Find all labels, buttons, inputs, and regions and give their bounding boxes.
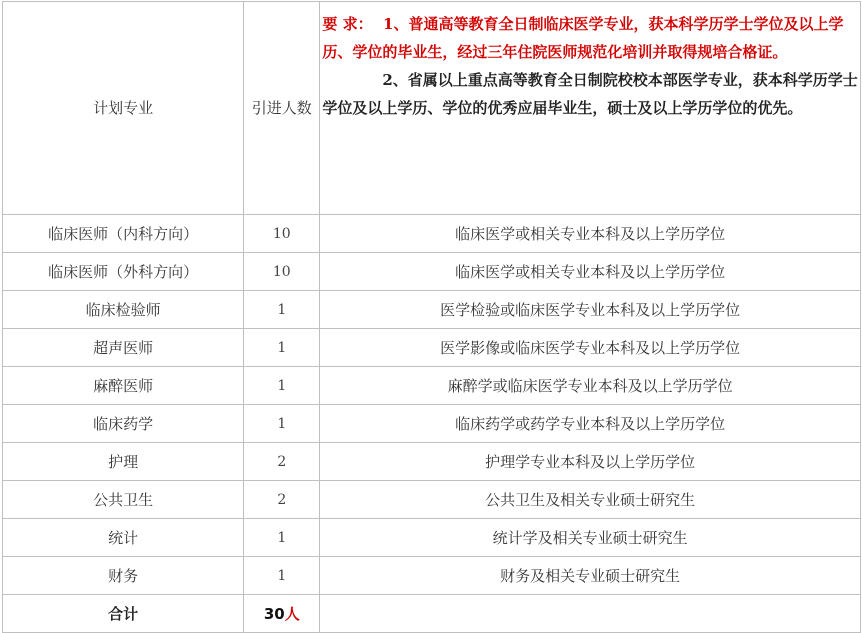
row-major: 超声医师 xyxy=(3,329,244,367)
row-major: 临床医师（内科方向） xyxy=(3,215,244,253)
table-row xyxy=(3,443,861,481)
row-count: 1 xyxy=(244,367,320,405)
total-row xyxy=(3,595,861,633)
recruitment-table xyxy=(2,1,861,633)
total-unit: 人 xyxy=(284,604,300,623)
header-major xyxy=(3,2,244,215)
requirements-label: 要 求： xyxy=(322,15,373,33)
row-count: 2 xyxy=(244,481,320,519)
row-count: 1 xyxy=(244,329,320,367)
row-count: 2 xyxy=(244,443,320,481)
row-count: 1 xyxy=(244,291,320,329)
row-requirement: 临床药学或药学专业本科及以上学历学位 xyxy=(320,405,861,443)
total-cell xyxy=(244,595,320,633)
total-empty xyxy=(320,595,861,633)
header-major-label: 计划专业 xyxy=(93,99,154,117)
row-requirement: 医学检验或临床医学专业本科及以上学历学位 xyxy=(320,291,861,329)
table-row xyxy=(3,367,861,405)
table-body xyxy=(3,215,861,595)
row-major: 统计 xyxy=(3,519,244,557)
row-requirement: 财务及相关专业硕士研究生 xyxy=(320,557,861,595)
row-requirement: 统计学及相关专业硕士研究生 xyxy=(320,519,861,557)
table-row xyxy=(3,519,861,557)
row-requirement: 护理学专业本科及以上学历学位 xyxy=(320,443,861,481)
total-label: 合计 xyxy=(3,595,244,633)
row-requirement: 临床医学或相关专业本科及以上学历学位 xyxy=(320,215,861,253)
table-row xyxy=(3,291,861,329)
row-count: 10 xyxy=(244,215,320,253)
row-requirement: 公共卫生及相关专业硕士研究生 xyxy=(320,481,861,519)
row-count: 10 xyxy=(244,253,320,291)
header-requirements xyxy=(320,2,861,215)
row-major: 麻醉医师 xyxy=(3,367,244,405)
table-row xyxy=(3,215,861,253)
row-count: 1 xyxy=(244,405,320,443)
table-row xyxy=(3,481,861,519)
row-major: 财务 xyxy=(3,557,244,595)
row-requirement: 医学影像或临床医学专业本科及以上学历学位 xyxy=(320,329,861,367)
table-row xyxy=(3,253,861,291)
requirements-item2: 2、省属以上重点高等教育全日制院校校本部医学专业，获本科学历学士学位及以上学历、学位的优秀应届毕业生，硕士及以上学历学位的优先。 xyxy=(322,71,858,117)
row-requirement: 临床医学或相关专业本科及以上学历学位 xyxy=(320,253,861,291)
header-count xyxy=(244,2,320,215)
row-major: 临床药学 xyxy=(3,405,244,443)
row-major: 临床检验师 xyxy=(3,291,244,329)
header-row xyxy=(3,2,861,215)
table-row xyxy=(3,405,861,443)
table-row xyxy=(3,557,861,595)
table-row xyxy=(3,329,861,367)
row-count: 1 xyxy=(244,557,320,595)
row-major: 公共卫生 xyxy=(3,481,244,519)
requirements-item1-text: 1、普通高等教育全日制临床医学专业，获本科学历学士学位及以上学历、学位的毕业生，经过三年住院医师规范化培训并取得规培合格证。 xyxy=(322,15,844,61)
total-value: 30 xyxy=(263,604,285,623)
row-major: 临床医师（外科方向） xyxy=(3,253,244,291)
header-count-label: 引进人数 xyxy=(251,99,312,117)
requirements-item1 xyxy=(322,10,858,66)
row-count: 1 xyxy=(244,519,320,557)
row-requirement: 麻醉学或临床医学专业本科及以上学历学位 xyxy=(320,367,861,405)
row-major: 护理 xyxy=(3,443,244,481)
